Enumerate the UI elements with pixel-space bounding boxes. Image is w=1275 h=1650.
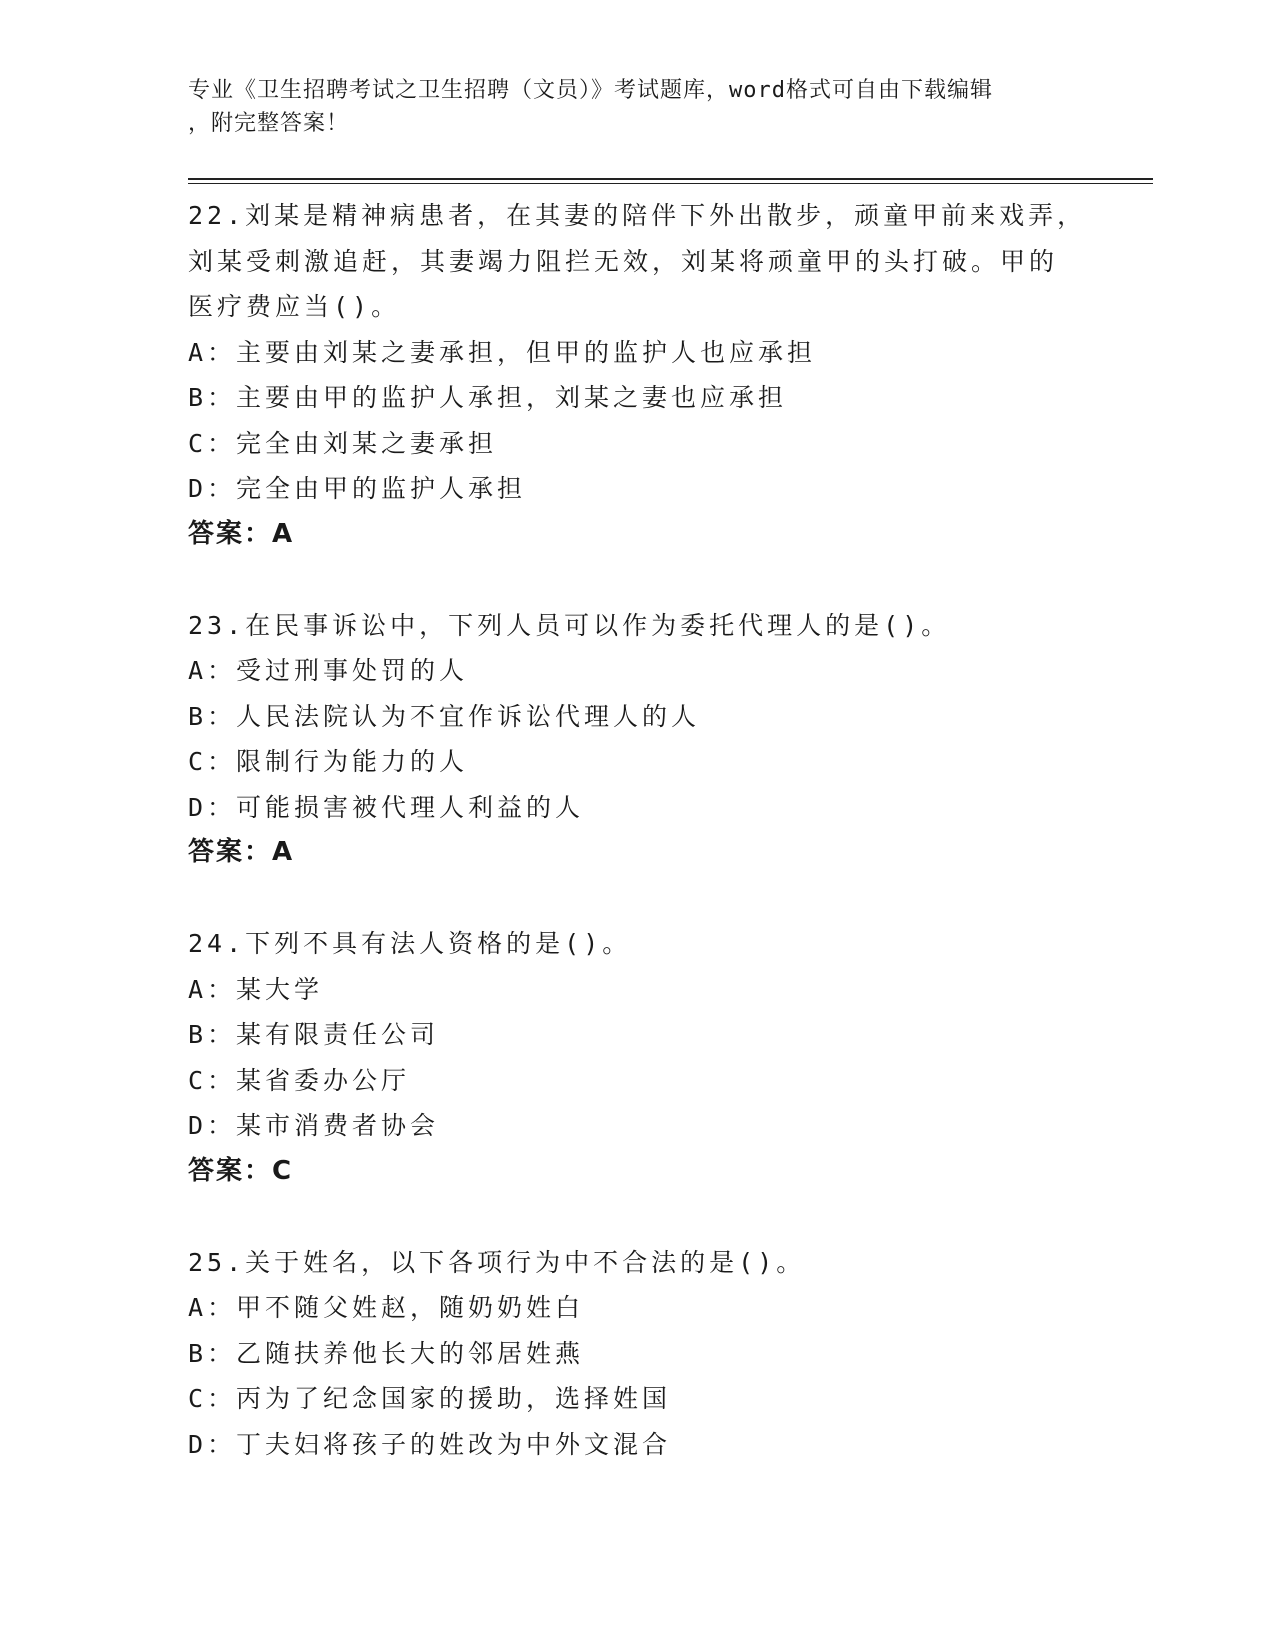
- document-header: [188, 74, 1068, 140]
- question-spacer: [188, 1194, 1088, 1240]
- question-stem-line: 25.关于姓名，以下各项行为中不合法的是()。: [188, 1247, 806, 1277]
- question-stem-line: 22.刘某是精神病患者，在其妻的陪伴下外出散步，顽童甲前来戏弄，: [188, 201, 1087, 230]
- option-c: C：某省委办公厅: [188, 1065, 411, 1095]
- answer-line: 答案：C: [188, 1155, 294, 1186]
- option-a: A：受过刑事处罚的人: [188, 656, 469, 685]
- question-stem-line: 医疗费应当()。: [188, 292, 401, 321]
- question-22: [188, 193, 1088, 603]
- question-spacer: [188, 876, 1088, 922]
- option-a: A：主要由刘某之妻承担，但甲的监护人也应承担: [188, 337, 817, 367]
- header-line-2: ，附完整答案！: [188, 111, 350, 136]
- option-d: D：某市消费者协会: [188, 1111, 440, 1140]
- question-23: [188, 603, 1088, 922]
- question-25: [188, 1240, 1088, 1468]
- question-list: [188, 193, 1088, 1467]
- option-c: C：完全由刘某之妻承担: [188, 428, 498, 458]
- option-b: B：主要由甲的监护人承担，刘某之妻也应承担: [188, 383, 788, 412]
- header-divider-thin: [188, 183, 1153, 184]
- question-spacer: [188, 557, 1088, 603]
- question-stem-line: 24.下列不具有法人资格的是()。: [188, 929, 632, 958]
- question-24: [188, 921, 1088, 1240]
- question-stem-line: 刘某受刺激追赶，其妻竭力阻拦无效，刘某将顽童甲的头打破。甲的: [188, 246, 1059, 276]
- option-b: B：人民法院认为不宜作诉讼代理人的人: [188, 701, 701, 731]
- option-d: D：可能损害被代理人利益的人: [188, 792, 585, 822]
- option-d: D：完全由甲的监护人承担: [188, 474, 527, 503]
- answer-line: 答案：A: [188, 518, 295, 549]
- option-a: A：甲不随父姓赵，随奶奶姓白: [188, 1293, 585, 1322]
- option-d: D：丁夫妇将孩子的姓改为中外文混合: [188, 1429, 672, 1459]
- header-divider-thick: [188, 178, 1153, 180]
- option-c: C：限制行为能力的人: [188, 747, 469, 776]
- option-b: B：某有限责任公司: [188, 1020, 440, 1049]
- header-line-1: 专业《卫生招聘考试之卫生招聘（文员）》考试题库，word格式可自由下载编辑: [188, 78, 993, 103]
- option-b: B：乙随扶养他长大的邻居姓燕: [188, 1338, 585, 1368]
- answer-line: 答案：A: [188, 837, 295, 867]
- option-c: C：丙为了纪念国家的援助，选择姓国: [188, 1384, 672, 1413]
- option-a: A：某大学: [188, 974, 324, 1004]
- question-stem-line: 23.在民事诉讼中，下列人员可以作为委托代理人的是()。: [188, 610, 951, 640]
